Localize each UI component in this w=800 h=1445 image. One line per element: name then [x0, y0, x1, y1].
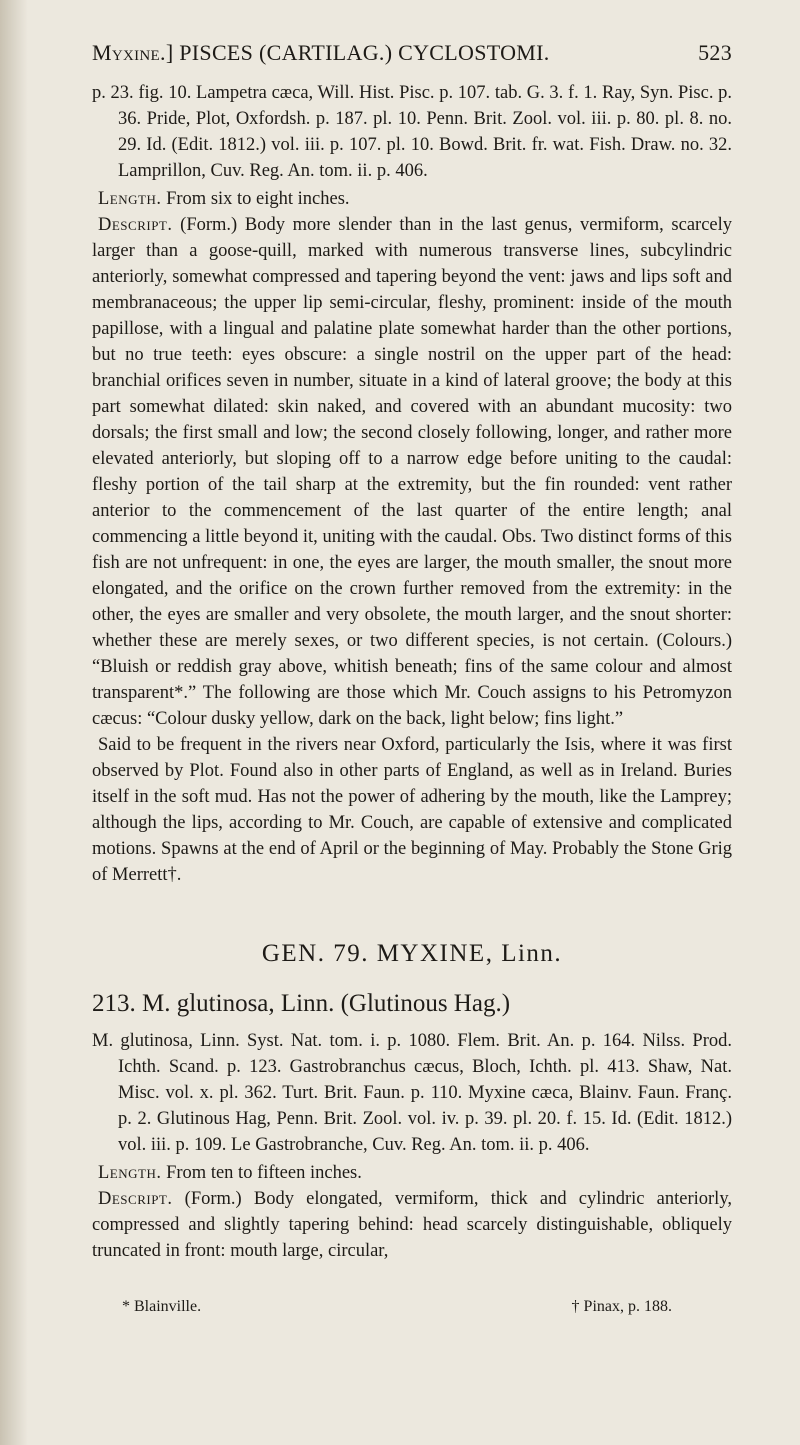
- footnote-blainville: * Blainville.: [122, 1298, 202, 1315]
- descript-label: Descript.: [98, 215, 173, 235]
- footnote-pinax: † Pinax, p. 188.: [571, 1298, 672, 1315]
- length-label: Length.: [98, 189, 162, 209]
- page-number: 523: [698, 40, 732, 65]
- running-title: Myxine.] PISCES (CARTILAG.) CYCLOSTOMI.: [92, 40, 550, 65]
- descript-label: Descript.: [98, 1189, 173, 1209]
- length-text: From ten to fifteen inches.: [166, 1163, 362, 1183]
- myxine-length: [92, 1160, 732, 1186]
- species-heading: 213. M. glutinosa, Linn. (Glutinous Hag.): [92, 990, 511, 1017]
- length-text: From six to eight inches.: [166, 189, 350, 209]
- length-label: Length.: [98, 1163, 162, 1183]
- myxine-synonymy: M. glutinosa, Linn. Syst. Nat. tom. i. p. 1080. Flem. Brit. An. p. 164. Nilss. Prod. Ichth. Scand. p. 123. Gastrobranchus cæcus, Bloch, Ichth. pl. 413. Shaw, Nat. Misc. vol. x. pl. 362. Turt. Brit. Faun. p. 110. Myxine cæca, Blainv. Faun. Franç. p. 2. Glutinous Hag, Penn. Brit. Zool. vol. iv. p. 39. pl. 20. f. 15. Id. (Edit. 1812.) vol. iii. p. 109. Le Gastrobranche, Cuv. Reg. An. tom. ii. p. 406.: [92, 1031, 732, 1155]
- lampetra-length: [92, 186, 732, 212]
- lampetra-description: [92, 212, 732, 732]
- lampetra-habitat: Said to be frequent in the rivers near Oxford, particularly the Isis, where it was first observed by Plot. Found also in other parts of England, as well as in Ireland. Buries itself in the soft mud. Has not the power of adhering by the mouth, like the Lamprey; although the lips, according to Mr. Couch, are capable of extensive and complicated motions. Spawns at the end of April or the beginning of May. Probably the Stone Grig of Merrett†.: [92, 735, 732, 885]
- lampetra-synonymy: p. 23. fig. 10. Lampetra cæca, Will. Hist. Pisc. p. 107. tab. G. 3. f. 1. Ray, Syn. Pisc. p. 36. Pride, Plot, Oxfordsh. p. 187. pl. 10. Penn. Brit. Zool. vol. iii. p. 80. pl. 8. no. 29. Id. (Edit. 1812.) vol. iii. p. 107. pl. 10. Bowd. Brit. fr. wat. Fish. Draw. no. 32. Lamprillon, Cuv. Reg. An. tom. ii. p. 406.: [92, 83, 732, 181]
- footnotes: [122, 1298, 672, 1316]
- running-header: [92, 40, 732, 66]
- descript-text: (Form.) Body elongated, vermiform, thick and cylindric anteriorly, compressed and slightly tapering behind: head scarcely distinguishable, obliquely truncated in front: mouth large, circular,: [92, 1189, 732, 1261]
- genus-heading: GEN. 79. MYXINE, Linn.: [261, 940, 563, 967]
- descript-text: (Form.) Body more slender than in the last genus, vermiform, scarcely larger than a goose-quill, marked with numerous transverse lines, subcylindric anteriorly, somewhat compressed and tapering beyond the vent: jaws and lips soft and membranaceous; the upper lip semi-circular, fleshy, prominent: inside of the mouth papillose, with a lingual and palatine plate somewhat harder than the other portions, but no true teeth: eyes obscure: a single nostril on the upper part of the head: branchial orifices seven in number, situate in a kind of lateral groove; the body at this part somewhat dilated: skin naked, and covered with an abundant mucosity: two dorsals; the first small and low; the second closely following, longer, and rather more elevated anteriorly, but sloping off to a narrow edge before uniting to the caudal: fleshy portion of the tail sharp at the extremity, but the fin rounded: vent rather anterior to the commencement of the last quarter of the entire length; anal commencing a little beyond it, uniting with the caudal. Obs. Two distinct forms of this fish are not unfrequent: in one, the eyes are larger, the mouth smaller, the snout more elongated, and the orifice on the crown further removed from the extremity: in the other, the eyes are smaller and very obsolete, the mouth larger, and the snout shorter: whether these are merely sexes, or two different species, is not certain. (Colours.) “Bluish or reddish gray above, whitish beneath; fins of the same colour and almost transparent*.” The following are those which Mr. Couch assigns to his Petromyzon cæcus: “Colour dusky yellow, dark on the back, light below; fins light.”: [92, 215, 733, 729]
- myxine-description: [92, 1186, 732, 1264]
